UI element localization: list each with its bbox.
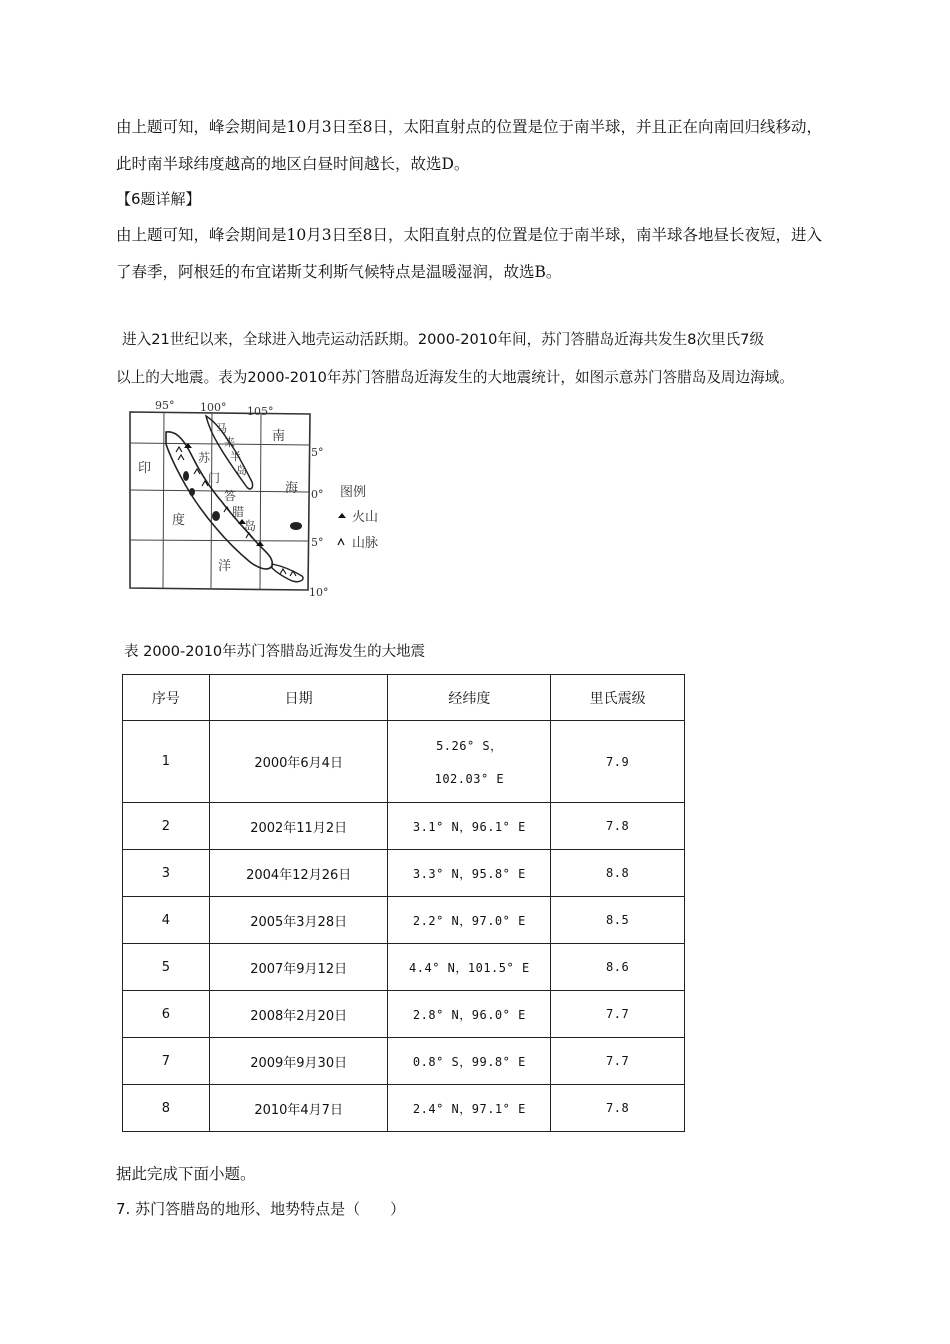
header-no: 序号	[123, 675, 210, 721]
label-hai: 海	[285, 481, 299, 496]
bangka-island	[290, 522, 302, 530]
label-island-1: 苏	[198, 451, 211, 465]
legend-mountain-label: 山脉	[352, 536, 379, 551]
cell-mag: 8.5	[551, 897, 685, 944]
label-nan: 南	[272, 429, 286, 444]
earthquake-table	[122, 674, 685, 1132]
cell-coord: 0.8° S，99.8° E	[388, 1038, 551, 1085]
cell-date: 2008年2月20日	[209, 991, 388, 1038]
lat-label-5s: 5°	[311, 536, 324, 549]
question-6-detail-header: 【6题详解】	[116, 190, 201, 208]
cell-coord: 2.4° N，97.1° E	[388, 1085, 551, 1132]
small-island	[212, 511, 220, 521]
small-island	[189, 488, 195, 496]
label-malay-2: 来	[224, 436, 235, 449]
cell-no: 7	[123, 1038, 210, 1085]
label-island-4: 腊	[232, 505, 245, 519]
table-row	[123, 803, 685, 850]
table-row	[123, 850, 685, 897]
lon-label-100: 100°	[200, 401, 227, 414]
label-island-5: 岛	[244, 519, 257, 533]
cell-coord-line-2: 102.03° E	[434, 772, 505, 786]
cell-mag: 7.8	[551, 1085, 685, 1132]
label-malay-1: 马	[216, 422, 227, 435]
cell-date: 2007年9月12日	[209, 944, 388, 991]
lat-label-5n: 5°	[311, 446, 324, 459]
label-du: 度	[172, 513, 186, 528]
cell-mag: 8.6	[551, 944, 685, 991]
label-yang: 洋	[218, 559, 232, 574]
cell-date: 2002年11月2日	[209, 803, 388, 850]
cell-coord: 4.4° N，101.5° E	[388, 944, 551, 991]
parallel-5s	[130, 540, 309, 541]
intro-line-2: 以上的大地震。表为2000-2010年苏门答腊岛近海发生的大地震统计，如图示意苏门答腊岛及周边海域。	[116, 369, 794, 386]
cell-date: 2009年9月30日	[209, 1038, 388, 1085]
cell-coord: 2.2° N，97.0° E	[388, 897, 551, 944]
cell-coord	[388, 721, 551, 803]
lat-label-0: 0°	[311, 488, 324, 501]
legend-volcano-icon	[338, 513, 346, 518]
cell-date: 2000年6月4日	[209, 721, 388, 803]
table-row	[123, 991, 685, 1038]
table-caption: 表 2000-2010年苏门答腊岛近海发生的大地震	[124, 644, 426, 660]
cell-mag: 7.9	[551, 721, 685, 803]
cell-coord-line-1: 5.26° S，	[436, 739, 503, 753]
table-row	[123, 1085, 685, 1132]
table-row	[123, 721, 685, 803]
label-island-3: 答	[224, 489, 237, 503]
intro-line-1: 进入21世纪以来，全球进入地壳运动活跃期。2000-2010年间，苏门答腊岛近海共发生8次里氏7级	[122, 331, 765, 348]
meridian-100	[211, 413, 212, 588]
sumatra-outline	[166, 432, 272, 569]
header-coord: 经纬度	[388, 675, 551, 721]
instruction-text: 据此完成下面小题。	[116, 1165, 256, 1183]
cell-coord: 3.1° N，96.1° E	[388, 803, 551, 850]
cell-no: 4	[123, 897, 210, 944]
parallel-0	[130, 490, 309, 492]
label-island-2: 门	[208, 471, 221, 485]
sumatra-map	[120, 400, 410, 605]
answer-paragraph-1-line-1: 由上题可知，峰会期间是10月3日至8日，太阳直射点的位置是位于南半球，并且正在向南回归线移动，	[116, 118, 822, 136]
legend-volcano-label: 火山	[352, 510, 379, 525]
cell-date: 2010年4月7日	[209, 1085, 388, 1132]
answer-paragraph-2-line-1: 由上题可知，峰会期间是10月3日至8日，太阳直射点的位置是位于南半球，南半球各地昼长夜短，进入	[116, 226, 822, 244]
table-row	[123, 944, 685, 991]
answer-paragraph-2-line-2: 了春季，阿根廷的布宜诺斯艾利斯气候特点是温暖湿润，故选B。	[116, 263, 562, 281]
small-island	[183, 471, 189, 481]
table-header-row	[123, 675, 685, 721]
table-row	[123, 897, 685, 944]
label-malay-4: 岛	[236, 464, 247, 477]
meridian-105	[260, 413, 261, 589]
cell-date: 2004年12月26日	[209, 850, 388, 897]
cell-mag: 8.8	[551, 850, 685, 897]
cell-mag: 7.7	[551, 991, 685, 1038]
question-7: 7. 苏门答腊岛的地形、地势特点是（ ）	[116, 1200, 406, 1218]
cell-date: 2005年3月28日	[209, 897, 388, 944]
label-malay-3: 半	[230, 450, 241, 463]
cell-coord: 2.8° N，96.0° E	[388, 991, 551, 1038]
cell-no: 6	[123, 991, 210, 1038]
header-mag: 里氏震级	[551, 675, 685, 721]
cell-mag: 7.8	[551, 803, 685, 850]
cell-no: 3	[123, 850, 210, 897]
cell-coord: 3.3° N，95.8° E	[388, 850, 551, 897]
cell-no: 1	[123, 721, 210, 803]
cell-no: 2	[123, 803, 210, 850]
legend-title: 图例	[340, 485, 367, 500]
java-outline	[272, 564, 303, 582]
mountain-icon	[280, 569, 296, 576]
cell-no: 5	[123, 944, 210, 991]
table-row	[123, 1038, 685, 1085]
sumatra-map-svg	[120, 400, 410, 605]
cell-mag: 7.7	[551, 1038, 685, 1085]
answer-paragraph-1-line-2: 此时南半球纬度越高的地区白昼时间越长，故选D。	[116, 155, 470, 173]
lon-label-105: 105°	[247, 405, 274, 418]
mountain-icon	[176, 447, 184, 460]
lon-label-95: 95°	[155, 400, 175, 412]
cell-no: 8	[123, 1085, 210, 1132]
lat-label-10s: 10°	[309, 586, 329, 599]
label-yin: 印	[138, 461, 152, 476]
meridian-95	[163, 412, 164, 588]
legend-mountain-icon	[338, 539, 344, 545]
header-date: 日期	[209, 675, 388, 721]
